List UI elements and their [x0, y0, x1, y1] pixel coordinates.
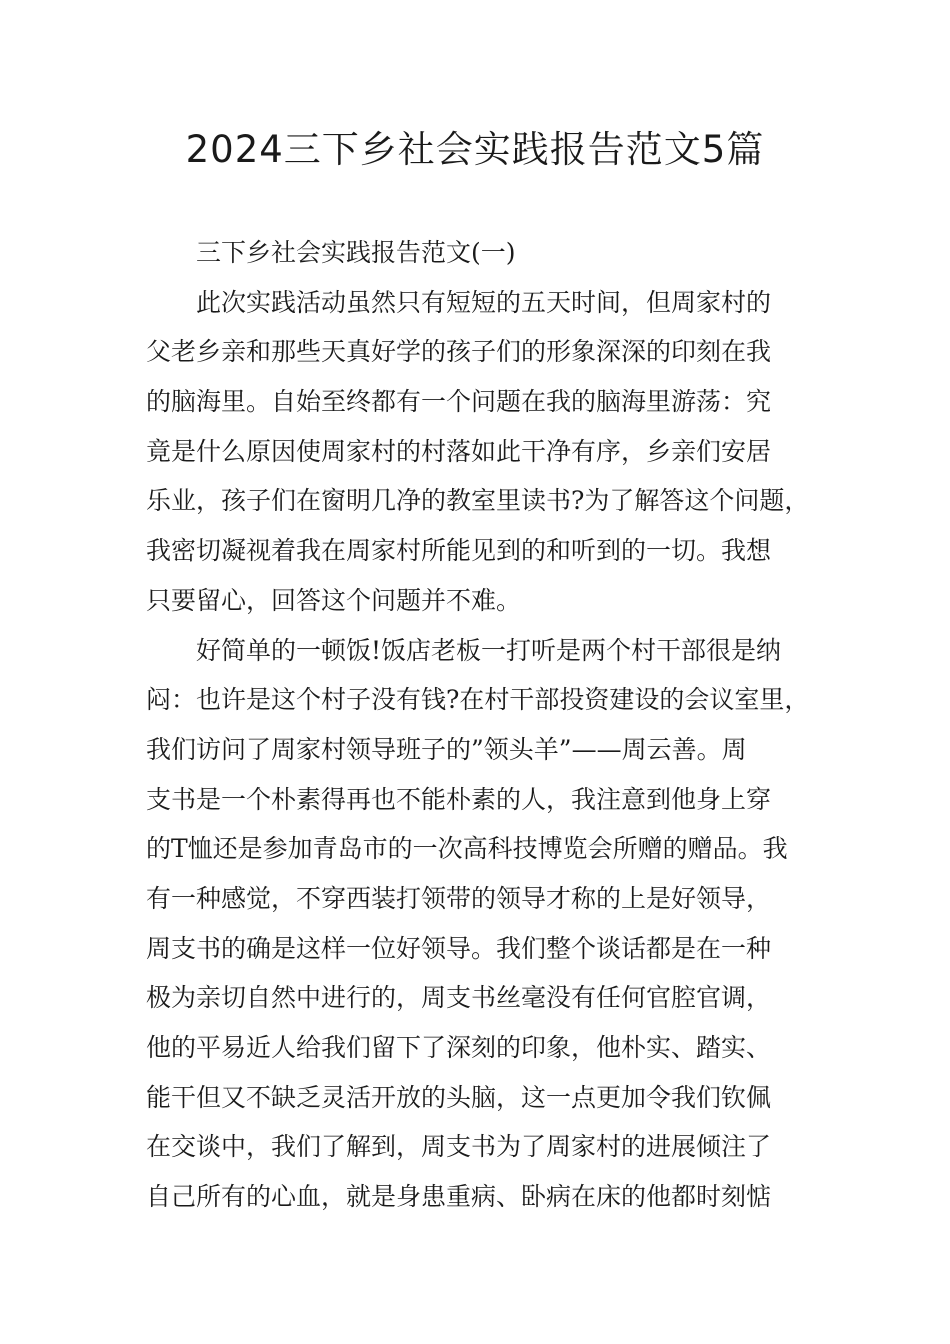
text-line: 此次实践活动虽然只有短短的五天时间，但周家村的: [196, 287, 772, 317]
text-line: 的脑海里。自始至终都有一个问题在我的脑海里游荡：究: [146, 387, 772, 417]
text-line: 自己所有的心血，就是身患重病、卧病在床的他都时刻惦: [146, 1182, 772, 1212]
text-line: 在交谈中，我们了解到，周支书为了周家村的进展倾注了: [146, 1132, 772, 1162]
text-line: 只要留心，回答这个问题并不难。: [146, 585, 522, 615]
text-line: 闷：也许是这个村子没有钱?在村干部投资建设的会议室里，: [146, 685, 810, 715]
text-line: 我们访问了周家村领导班子的”领头羊”——周云善。周: [146, 734, 747, 764]
text-line: 支书是一个朴素得再也不能朴素的人，我注意到他身上穿: [146, 784, 772, 814]
section-heading-paragraph: [146, 228, 826, 278]
paragraph-1: [146, 278, 826, 626]
text-line: 他的平易近人给我们留下了深刻的印象，他朴实、踏实、: [146, 1033, 772, 1062]
text-line: 乐业，孩子们在窗明几净的教室里读书?为了解答这个问题，: [146, 486, 810, 516]
section-heading: 三下乡社会实践报告范文(一): [196, 238, 516, 267]
text-line: 有一种感觉，不穿西装打领带的领导才称的上是好领导，: [146, 883, 772, 913]
text-line: 极为亲切自然中进行的，周支书丝毫没有任何官腔官调，: [146, 983, 772, 1013]
text-line: 父老乡亲和那些天真好学的孩子们的形象深深的印刻在我: [146, 337, 772, 367]
document-body: [146, 228, 826, 1222]
text-line: 的T恤还是参加青岛市的一次高科技博览会所赠的赠品。我: [146, 834, 788, 864]
text-line: 好简单的一顿饭!饭店老板一打听是两个村干部很是纳: [196, 635, 782, 665]
text-line: 竟是什么原因使周家村的村落如此干净有序，乡亲们安居: [146, 436, 772, 466]
text-line: 我密切凝视着我在周家村所能见到的和听到的一切。我想: [146, 536, 772, 566]
paragraph-2: [146, 626, 826, 1222]
text-line: 周支书的确是这样一位好领导。我们整个谈话都是在一种: [146, 933, 772, 963]
document-title: 2024三下乡社会实践报告范文5篇: [185, 128, 765, 171]
text-line: 能干但又不缺乏灵活开放的头脑，这一点更加令我们钦佩: [146, 1082, 772, 1112]
